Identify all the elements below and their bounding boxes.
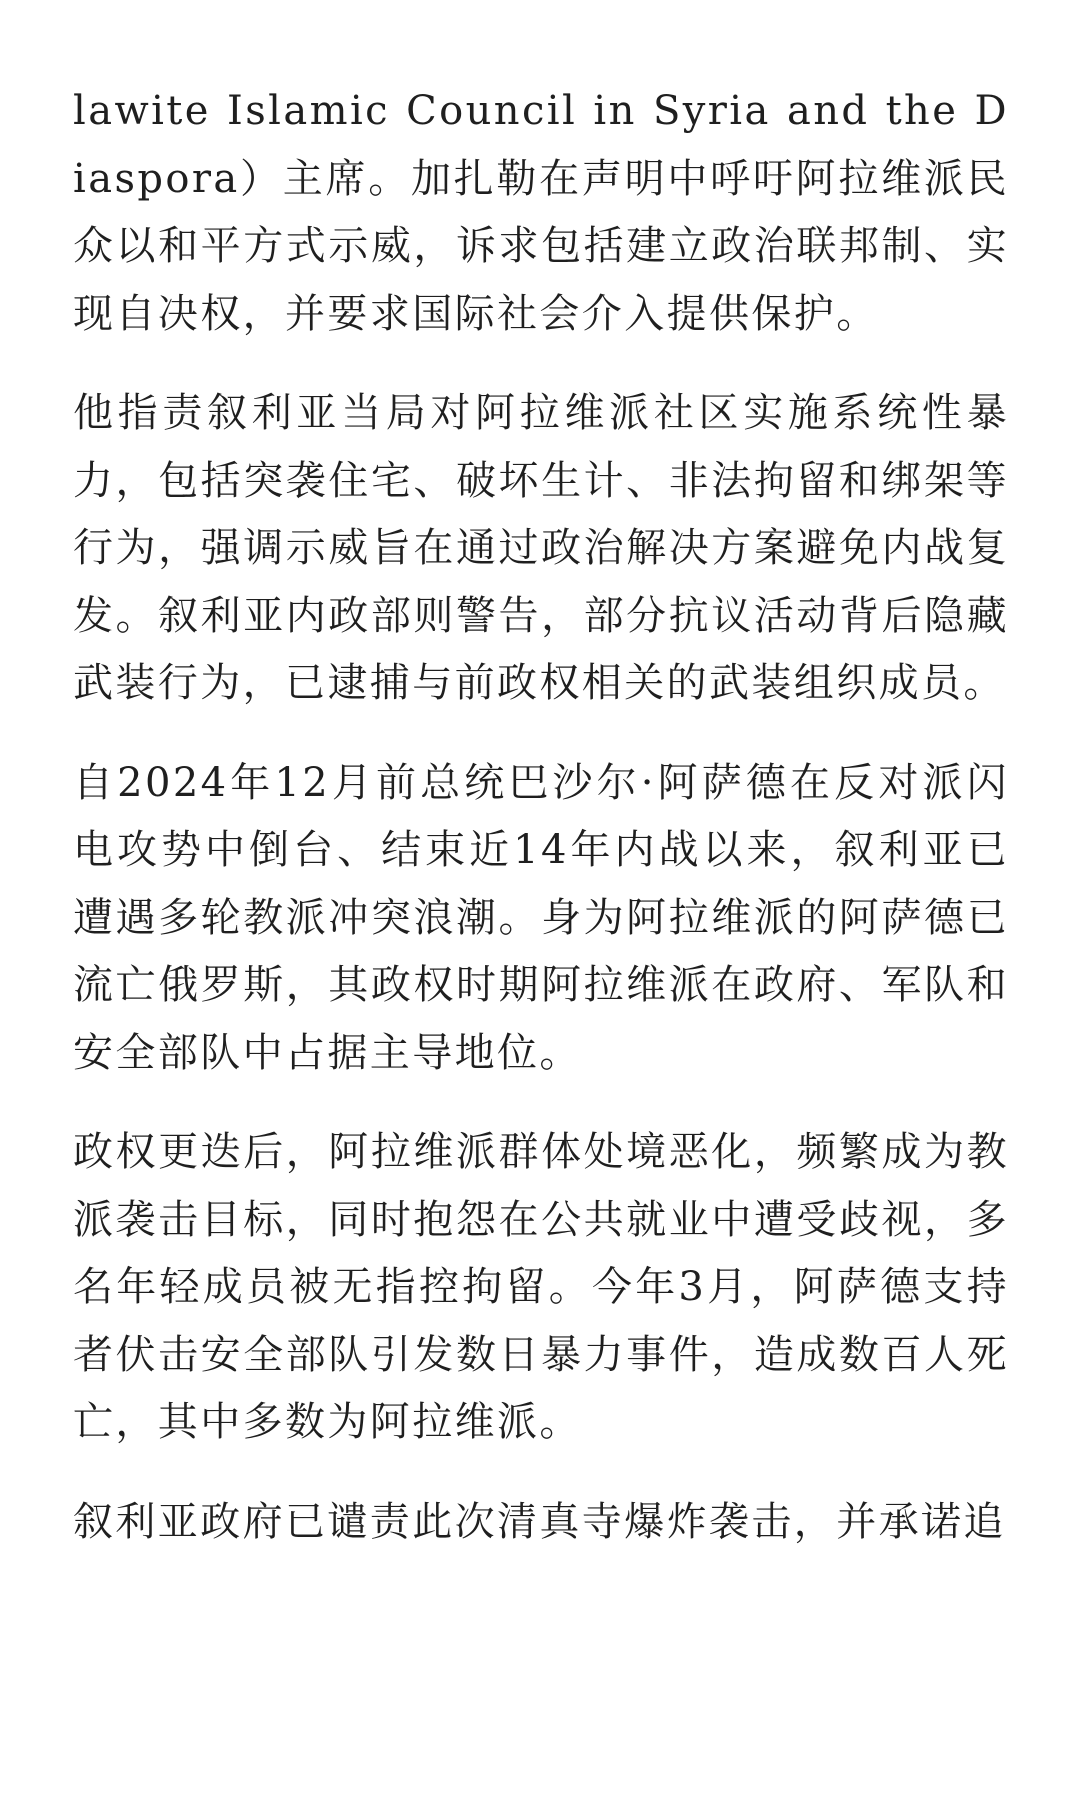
paragraph: 自2024年12月前总统巴沙尔·阿萨德在反对派闪电攻势中倒台、结束近14年内战以来，叙利亚已遭遇多轮教派冲突浪潮。身为阿拉维派的阿萨德已流亡俄罗斯，其政权时期阿拉维派在政府、军队和安全部队中占据主导地位。: [73, 759, 1009, 1076]
paragraph: 政权更迭后，阿拉维派群体处境恶化，频繁成为教派袭击目标，同时抱怨在公共就业中遭受歧视，多名年轻成员被无指控拘留。今年3月，阿萨德支持者伏击安全部队引发数日暴力事件，造成数百人死亡，其中多数为阿拉维派。: [73, 1129, 1009, 1445]
paragraph: 叙利亚政府已谴责此次清真寺爆炸袭击，并承诺追: [73, 1498, 1006, 1545]
paragraph: lawite Islamic Council in Syria and the Diaspora）主席。加扎勒在声明中呼吁阿拉维派民众以和平方式示威，诉求包括建立政治联邦制、实现自决权，并要求国际社会介入提供保护。: [73, 88, 1009, 337]
paragraph: 他指责叙利亚当局对阿拉维派社区实施系统性暴力，包括突袭住宅、破坏生计、非法拘留和绑架等行为，强调示威旨在通过政治解决方案避免内战复发。叙利亚内政部则警告，部分抗议活动背后隐藏武装行为，已逮捕与前政权相关的武装组织成员。: [73, 390, 1009, 706]
article-body: [73, 78, 1009, 1588]
